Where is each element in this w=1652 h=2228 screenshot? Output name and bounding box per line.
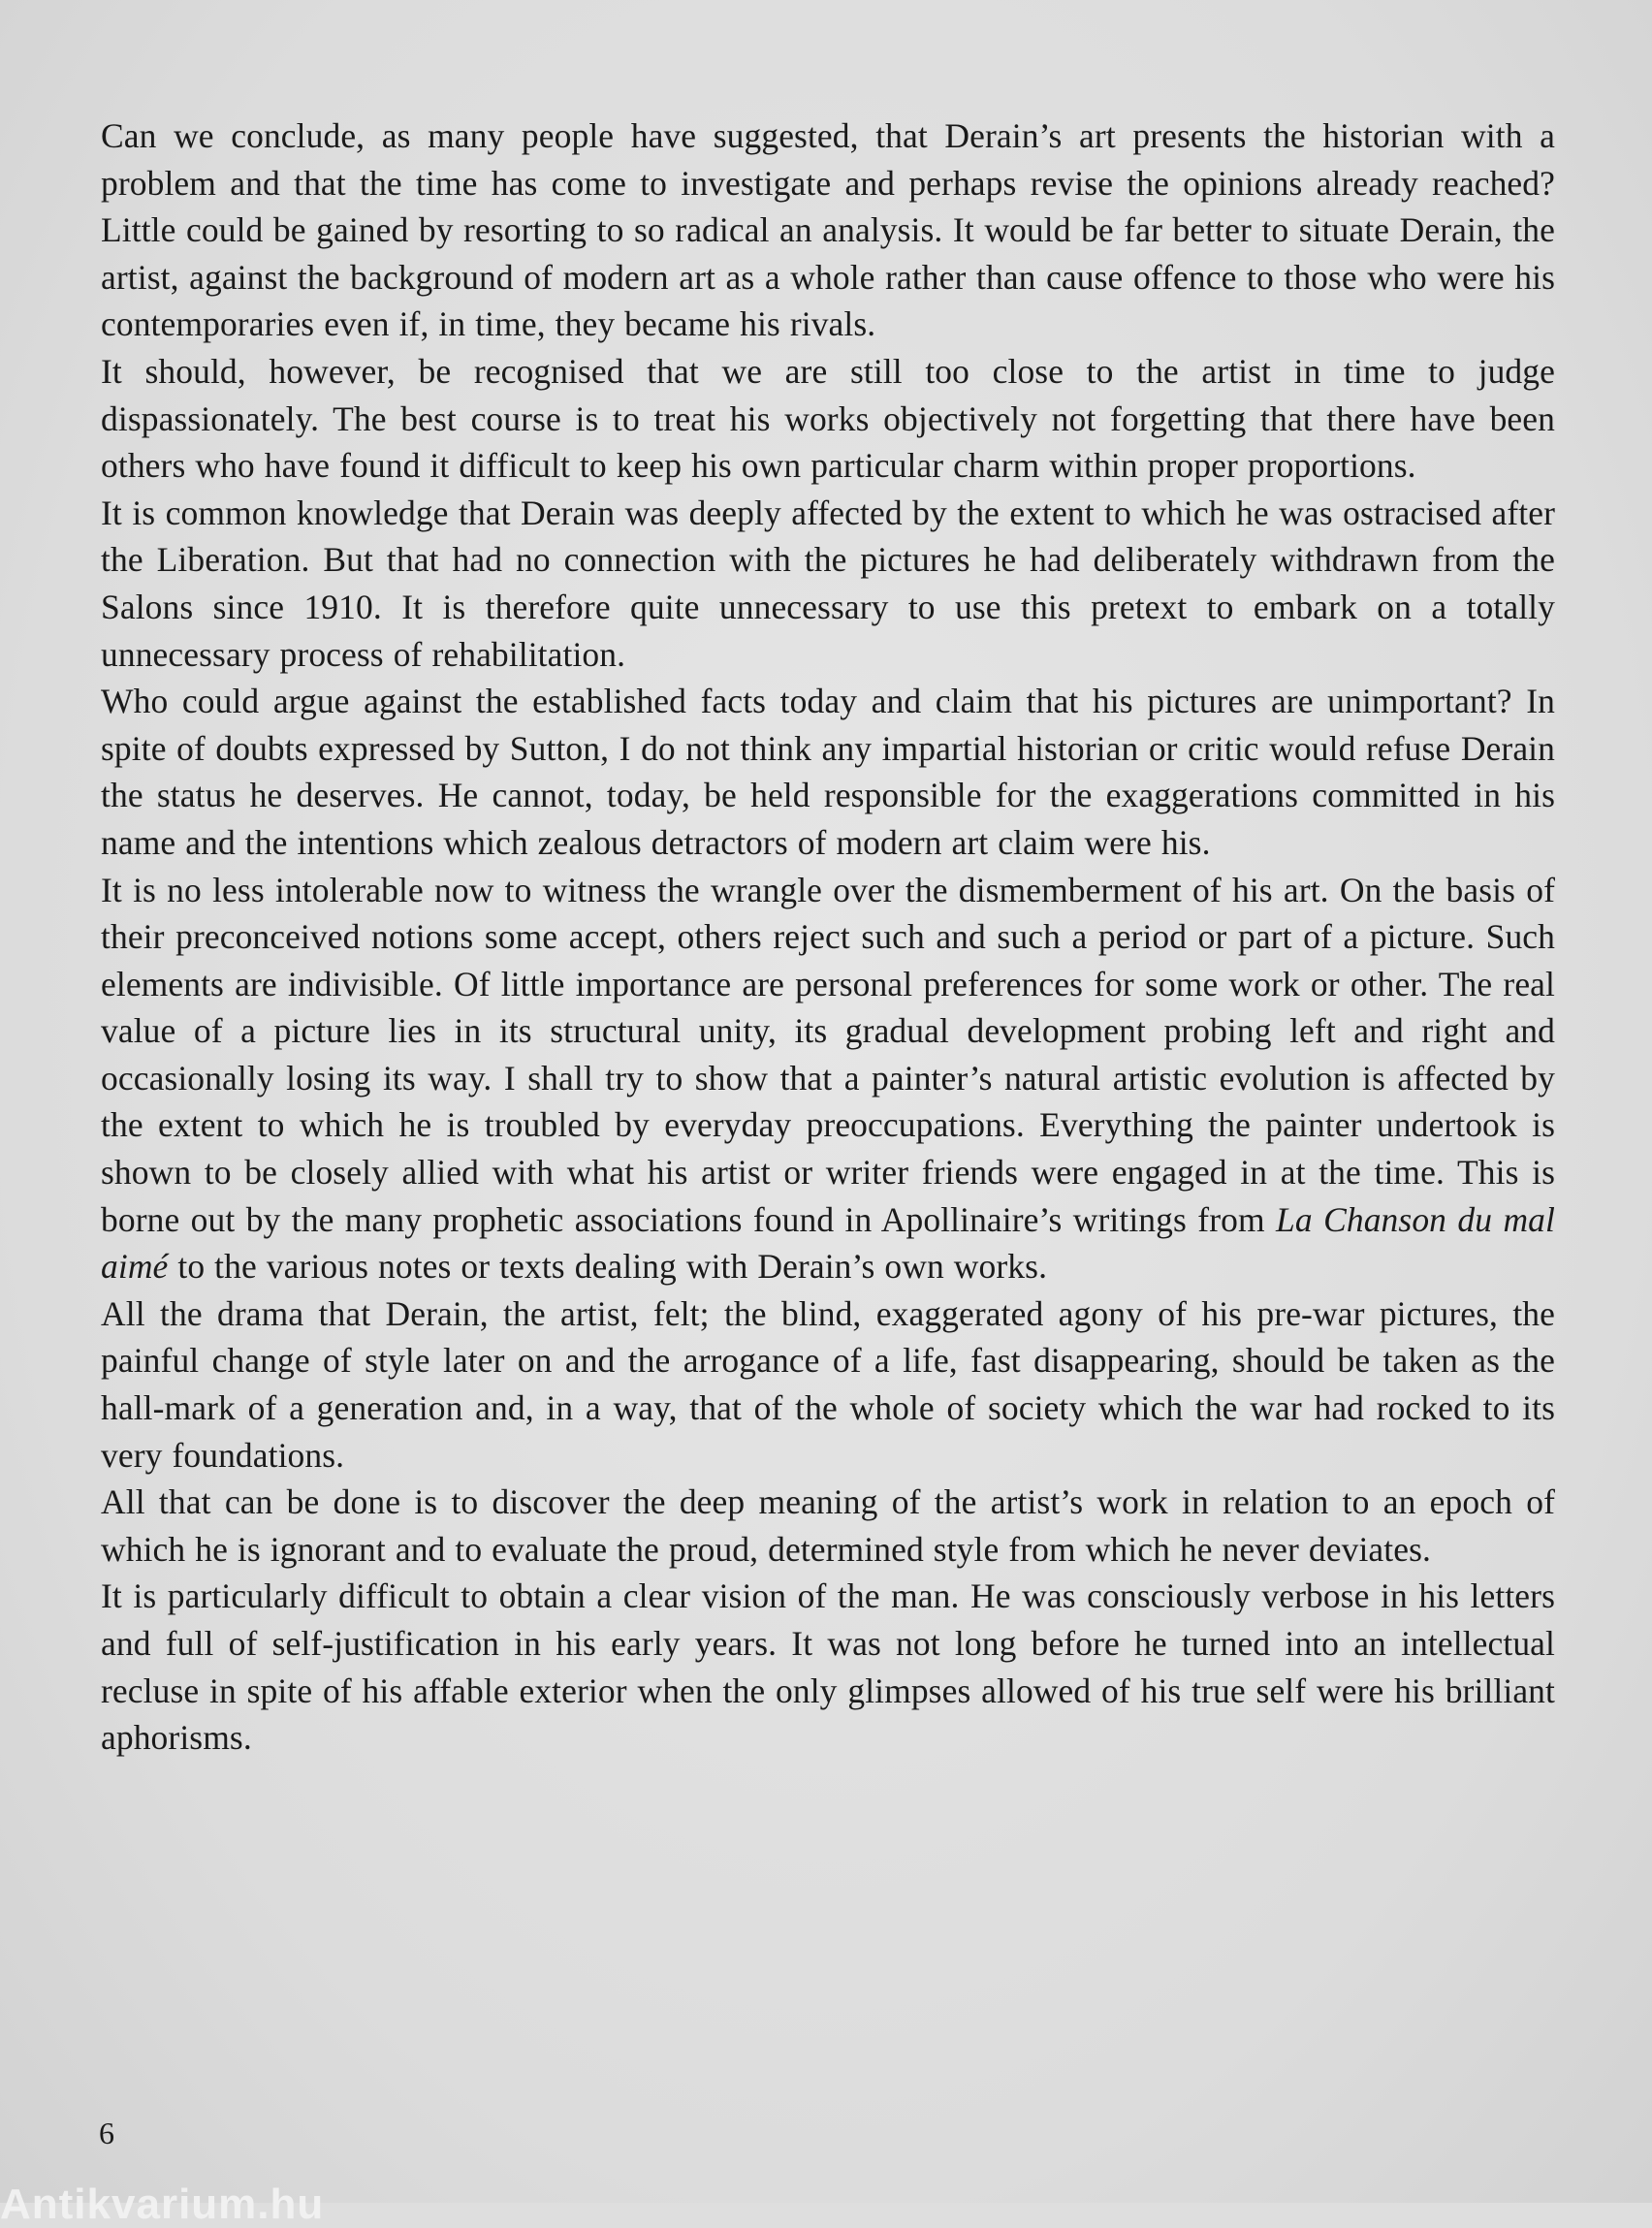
body-text (101, 112, 1555, 1762)
paragraph-1: Can we conclude, as many people have suggested, that Derain’s art presents the historian with a problem and that the time has come to investigate and perhaps revise the opinions already reached? Little could be gained by resorting to so radical an analysis. It would be far better to situate Derain, the artist, against the background of modern art as a whole rather than cause offence to those who were his contemporaries even if, in time, they became his rivals. (101, 116, 1555, 344)
paragraph-2: It should, however, be recognised that we are still too close to the artist in time to judge dispassionately. The best course is to treat his works objectively not forgetting that there have been others who have found it difficult to keep his own particular charm within proper proportions. (101, 351, 1555, 486)
book-title-italic: La Chanson du mal aimé (101, 1199, 1555, 1287)
paragraph-8: It is particularly difficult to obtain a clear vision of the man. He was consciously verbose in his letters and full of self-justification in his early years. It was not long before he turned into an intellectual recluse in spite of his affable exterior when the only glimpses allowed of his true self were his brilliant aphorisms. (101, 1576, 1555, 1758)
paragraph-5-text-before: It is no less intolerable now to witness the wrangle over the dismemberment of his art. On the basis of their preconceived notions some accept, others reject such and such a period or part of a picture. Such elements are indivisible. Of little importance are personal preferences for some work or other. The real value of a picture lies in its structural unity, its gradual development probing left and right and occasionally losing its way. I shall try to show that a painter’s natural artistic evolution is affected by the extent to which he is troubled by everyday preoccupations. Everything the painter undertook is shown to be closely allied with what his artist or writer friends were engaged in at the time. This is borne out by the many prophetic associations found in Apollinaire’s writings from (101, 870, 1555, 1239)
paragraph-4: Who could argue against the established facts today and claim that his pictures are unimportant? In spite of doubts expressed by Sutton, I do not think any impartial historian or critic would refuse Derain the status he deserves. He cannot, today, be held responsible for the exaggerations committed in his name and the intentions which zealous detractors of modern art claim were his. (101, 682, 1555, 862)
page-number: 6 (99, 2116, 114, 2150)
watermark: Antikvarium.hu (0, 2180, 325, 2228)
paragraph-3: It is common knowledge that Derain was deeply affected by the extent to which he was ostracised after the Liberation. But that had no connection with the pictures he had deliberately withdrawn from the Salons since 1910. It is therefore quite unnecessary to use this pretext to embark on a totally unnecessary process of rehabilitation. (101, 493, 1555, 674)
paragraph-5-text-after: to the various notes or texts dealing with Derain’s own works. (168, 1247, 1048, 1287)
paragraph-5 (101, 867, 1555, 1290)
paragraph-6: All the drama that Derain, the artist, felt; the blind, exaggerated agony of his pre-war pictures, the painful change of style later on and the arrogance of a life, fast disappearing, should be taken as the hall-mark of a generation and, in a way, that of the whole of society which the war had rocked to its very foundations. (101, 1293, 1555, 1475)
paragraph-7: All that can be done is to discover the deep meaning of the artist’s work in relation to an epoch of which he is ignorant and to evaluate the proud, determined style from which he never deviates. (101, 1482, 1555, 1569)
